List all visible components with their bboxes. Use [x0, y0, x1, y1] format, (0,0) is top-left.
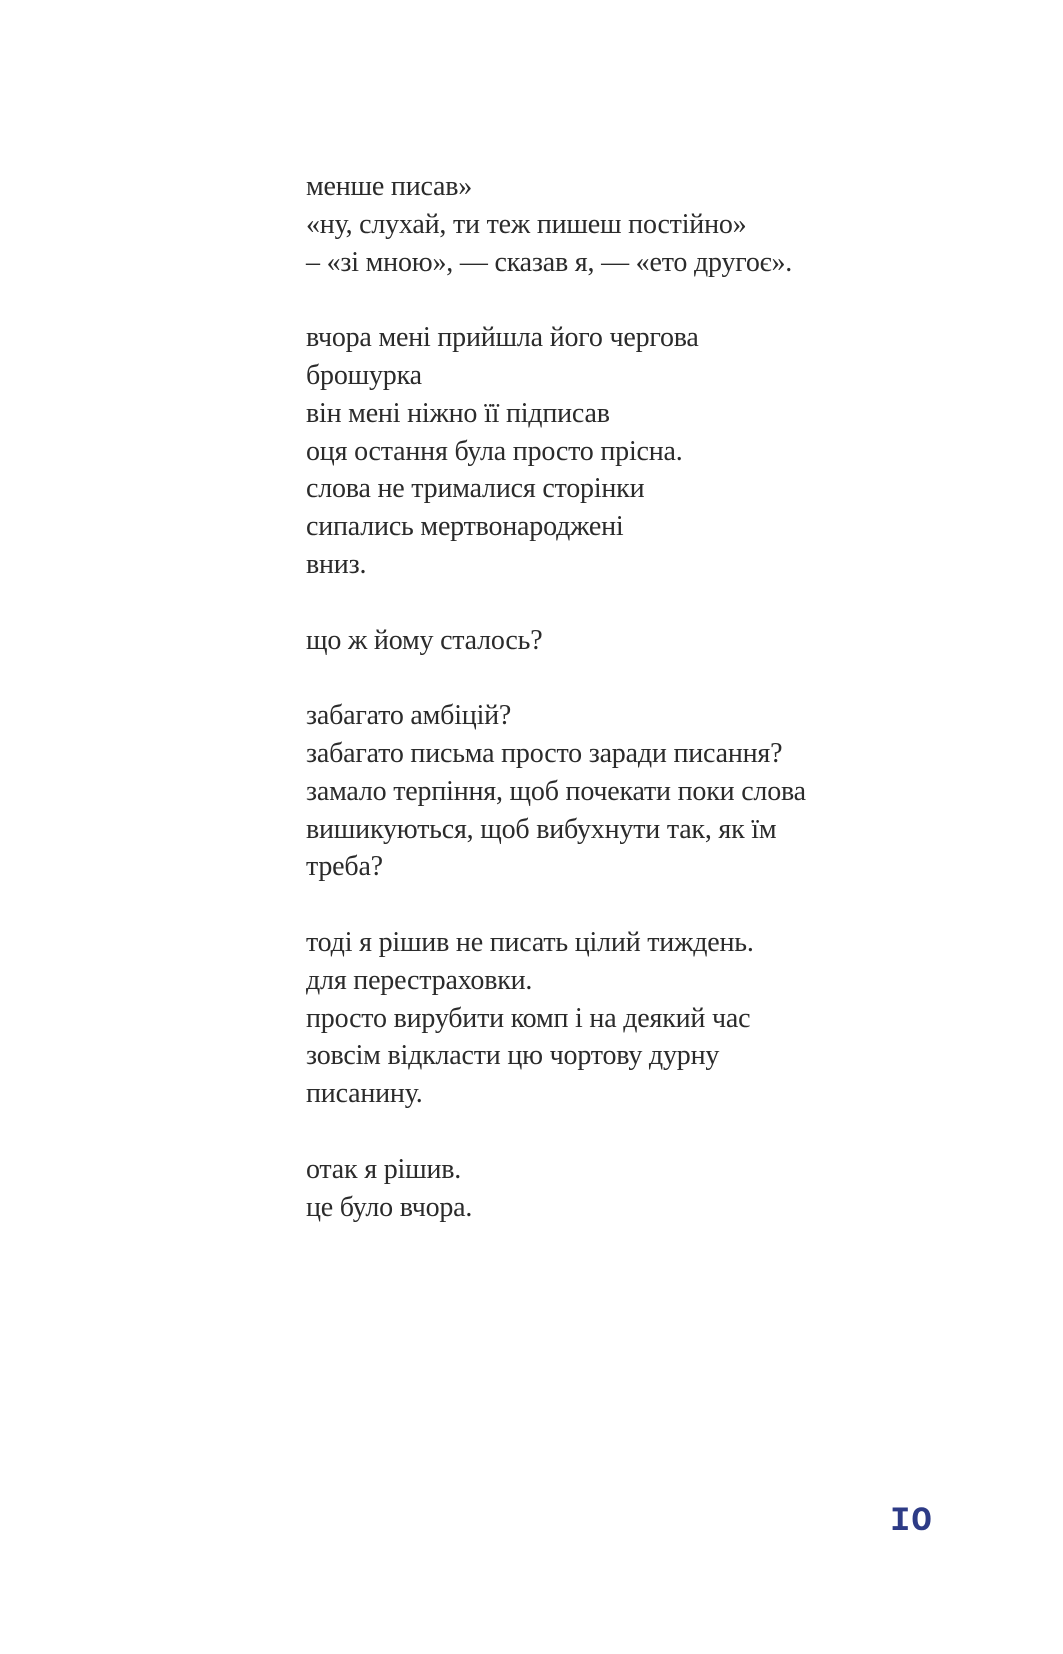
stanza	[306, 319, 806, 584]
poem-line: треба?	[306, 851, 383, 883]
poem-line: тоді я рішив не писать цілий тиждень.	[306, 926, 754, 958]
poem-line: вчора мені прийшла його чергова	[306, 322, 699, 354]
poem-line: слова не трималися сторінки	[306, 473, 645, 505]
poem-line: зовсім відкласти цю чортову дурну	[306, 1040, 720, 1072]
poem-line: він мені ніжно її підписав	[306, 397, 610, 429]
poem-line: замало терпіння, щоб почекати поки слова	[306, 775, 806, 807]
poem-line: вишикуються, щоб вибухнути так, як їм	[306, 813, 777, 845]
stanza	[306, 622, 806, 660]
poem-line: забагато письма просто заради писання?	[306, 737, 783, 769]
poem-line: вниз.	[306, 548, 367, 580]
poem-line: менше писав»	[306, 171, 473, 202]
stanza	[306, 924, 806, 1113]
poem-line: отак я рішив.	[306, 1153, 462, 1185]
poem-line: оця остання була просто прісна.	[306, 435, 683, 467]
poem-line: для перестраховки.	[306, 964, 533, 996]
poem-line: це було вчора.	[306, 1191, 473, 1223]
stanza	[306, 1151, 806, 1227]
poem-line: що ж йому сталось?	[306, 624, 543, 656]
page-number: IO	[890, 1503, 933, 1541]
poem-line: просто вирубити комп і на деякий час	[306, 1002, 751, 1034]
poem-line: писанину.	[306, 1078, 423, 1110]
poem-line: сипались мертвонароджені	[306, 511, 624, 543]
poem-line: брошурка	[306, 359, 422, 391]
poem-line: – «зі мною», — сказав я, — «ето другоє».	[306, 246, 793, 278]
stanza	[306, 168, 806, 281]
stanza	[306, 697, 806, 886]
poem-line: забагато амбіцій?	[306, 700, 512, 732]
poem-line: «ну, слухай, ти теж пишеш постійно»	[306, 208, 747, 240]
poem-body	[306, 168, 806, 1264]
